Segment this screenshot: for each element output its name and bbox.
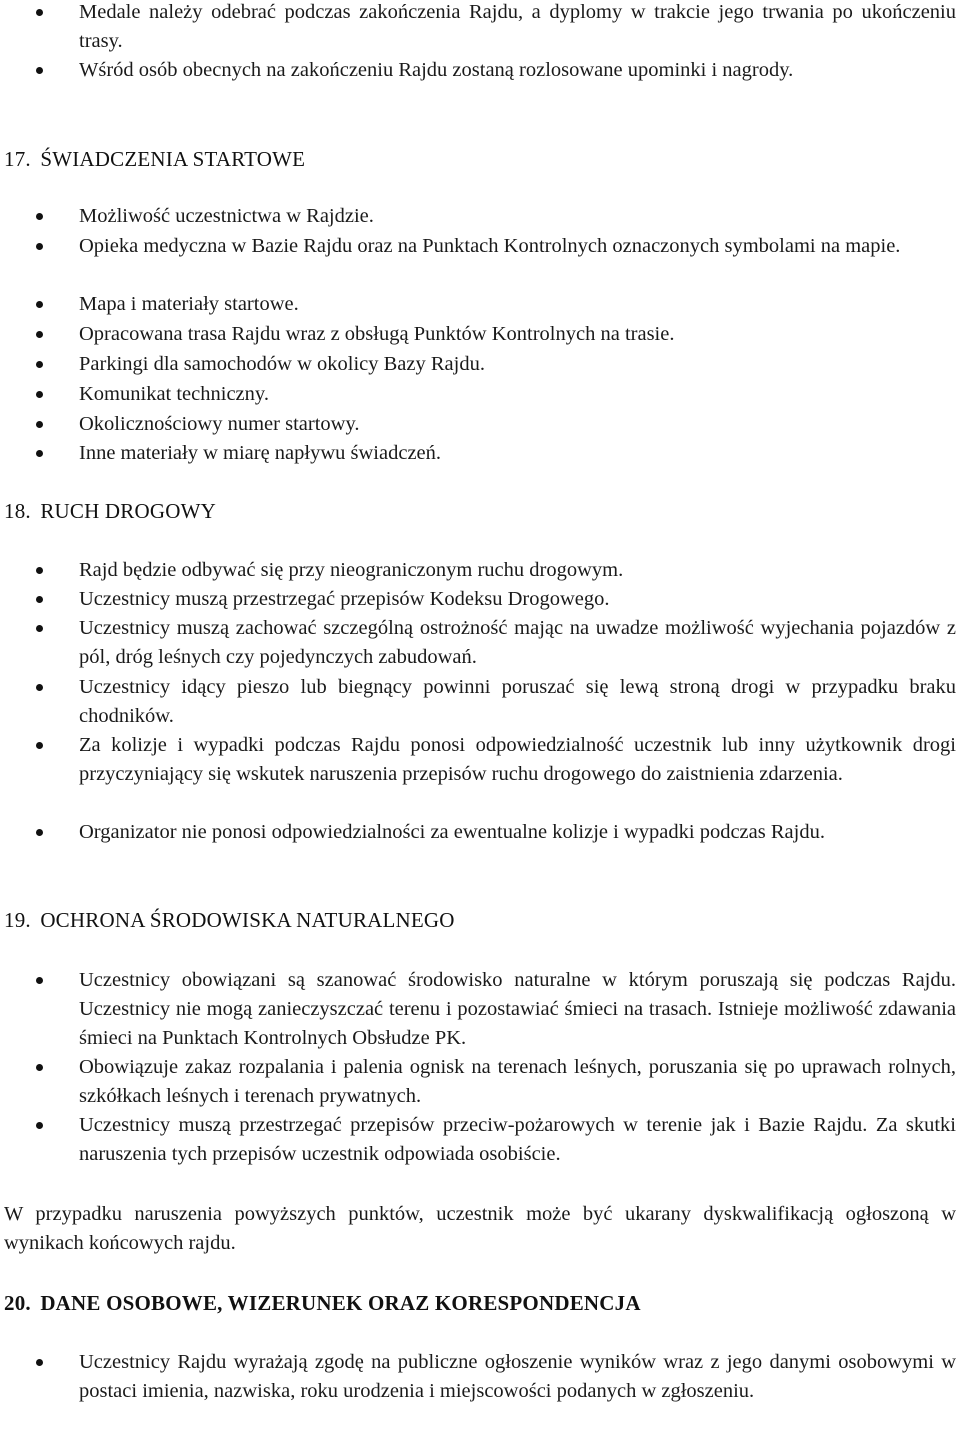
bullet-icon [36, 331, 43, 338]
disqualification-note: W przypadku naruszenia powyższych punktów, uczestnik może być ukarany dyskwalifikacją ogłoszoną w wynikach końcowych rajdu. [4, 1203, 956, 1254]
section-heading-20: 20. DANE OSOBOWE, WIZERUNEK ORAZ KORESPONDENCJA [4, 1291, 641, 1315]
list-item: Rajd będzie odbywać się przy nieograniczonym ruchu drogowym. [79, 556, 956, 585]
bullet-icon [36, 361, 43, 368]
bullet-icon [36, 67, 43, 74]
bullet-icon [36, 450, 43, 457]
bullet-icon [36, 567, 43, 574]
bullet-icon [36, 684, 43, 691]
bullet-icon [36, 977, 43, 984]
list-item: Organizator nie ponosi odpowiedzialności za ewentualne kolizje i wypadki podczas Rajdu. [79, 818, 956, 847]
bullet-icon [36, 625, 43, 632]
bullet-icon [36, 829, 43, 836]
list-item: Uczestnicy idący pieszo lub biegnący powinni poruszać się lewą stroną drogi w przypadku braku chodników. [79, 673, 956, 731]
bullet-icon [36, 213, 43, 220]
section-heading-19: 19. OCHRONA ŚRODOWISKA NATURALNEGO [4, 908, 455, 932]
list-item: Opieka medyczna w Bazie Rajdu oraz na Punktach Kontrolnych oznaczonych symbolami na mapie. [79, 232, 956, 261]
list-item: Uczestnicy Rajdu wyrażają zgodę na publiczne ogłoszenie wyników wraz z jego danymi osobowymi w postaci imienia, nazwiska, roku urodzenia i miejscowości podanych w zgłoszeniu. [79, 1348, 956, 1406]
list-item: Uczestnicy muszą przestrzegać przepisów Kodeksu Drogowego. [79, 585, 956, 614]
list-item: Komunikat techniczny. [79, 380, 956, 409]
list-item: Możliwość uczestnictwa w Rajdzie. [79, 202, 956, 231]
list-item: Uczestnicy obowiązani są szanować środowisko naturalne w którym poruszają się podczas Rajdu. Uczestnicy nie mogą zanieczyszczać terenu i pozostawiać śmieci na trasach. Istnieje możliwość zdawania śmieci na Punktach Kontrolnych Obsłudze PK. [79, 966, 956, 1053]
bullet-icon [36, 243, 43, 250]
list-item: Okolicznościowy numer startowy. [79, 410, 956, 439]
bullet-icon [36, 1064, 43, 1071]
list-item: Mapa i materiały startowe. [79, 290, 956, 319]
section-heading-17: 17. ŚWIADCZENIA STARTOWE [4, 147, 306, 171]
bullet-icon [36, 596, 43, 603]
bullet-icon [36, 1122, 43, 1129]
bullet-icon [36, 9, 43, 16]
list-item: Parkingi dla samochodów w okolicy Bazy Rajdu. [79, 350, 956, 379]
list-item: Inne materiały w miarę napływu świadczeń. [79, 439, 956, 468]
bullet-icon [36, 1359, 43, 1366]
list-item: Wśród osób obecnych na zakończeniu Rajdu zostaną rozlosowane upominki i nagrody. [79, 56, 956, 85]
list-item: Medale należy odebrać podczas zakończenia Rajdu, a dyplomy w trakcie jego trwania po ukończeniu trasy. [79, 0, 956, 56]
section-heading-18: 18. RUCH DROGOWY [4, 499, 216, 523]
list-item: Opracowana trasa Rajdu wraz z obsługą Punktów Kontrolnych na trasie. [79, 320, 956, 349]
bullet-icon [36, 742, 43, 749]
list-item: Uczestnicy muszą przestrzegać przepisów przeciw-pożarowych w terenie jak i Bazie Rajdu. Za skutki naruszenia tych przepisów uczestnik odpowiada osobiście. [79, 1111, 956, 1169]
list-item: Obowiązuje zakaz rozpalania i palenia ognisk na terenach leśnych, poruszania się po uprawach rolnych, szkółkach leśnych i terenach prywatnych. [79, 1053, 956, 1111]
list-item: Za kolizje i wypadki podczas Rajdu ponosi odpowiedzialność uczestnik lub inny użytkownik drogi przyczyniający się wskutek naruszenia przepisów ruchu drogowego do zaistnienia zdarzenia. [79, 731, 956, 789]
list-item: Uczestnicy muszą zachować szczególną ostrożność mając na uwadze możliwość wyjechania pojazdów z pól, dróg leśnych czy pojedynczych zabudowań. [79, 614, 956, 672]
bullet-icon [36, 421, 43, 428]
bullet-icon [36, 301, 43, 308]
bullet-icon [36, 391, 43, 398]
